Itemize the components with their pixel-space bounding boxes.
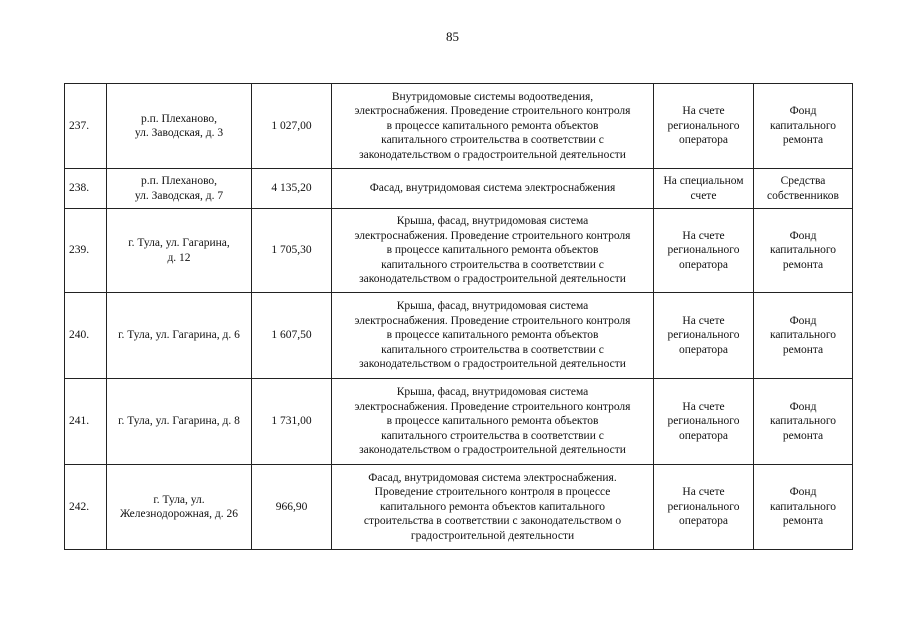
cell-text-line: Средства: [780, 175, 826, 187]
row-number-cell: 242.: [65, 465, 107, 550]
cell-text-line: градостроительной деятельности: [410, 529, 575, 542]
account-cell: [654, 379, 754, 465]
cell-text-line: капитального строительства в соответствии с: [381, 258, 604, 271]
cell-text-line: Фонд: [789, 314, 817, 327]
cell-text-line: в процессе капитального ремонта объектов: [386, 415, 599, 428]
cell-text-line: законодательством о градостроительной деятельности: [359, 273, 626, 286]
cell-text-line: оператора: [678, 515, 729, 528]
cell-text-line: д. 12: [167, 251, 191, 264]
cell-text-line: электроснабжения. Проведение строительного контроля: [354, 400, 631, 413]
works-cell: [332, 169, 654, 209]
cell-text-line: капитального: [769, 244, 837, 257]
address-cell: [107, 465, 252, 550]
cell-text-line: оператора: [678, 134, 729, 147]
cell-text-line: оператора: [678, 258, 729, 271]
amount-cell: 4 135,20: [252, 169, 332, 209]
works-cell: [332, 465, 654, 550]
cell-text-line: оператора: [678, 343, 729, 356]
cell-text-line: Фасад, внутридомовая система электроснабжения.: [368, 471, 617, 484]
cell-text-line: ремонта: [782, 258, 824, 271]
table-body: [65, 84, 853, 550]
amount-cell: 1 705,30: [252, 209, 332, 293]
cell-text-line: капитального: [769, 415, 837, 428]
cell-text-line: электроснабжения. Проведение строительного контроля: [354, 314, 631, 327]
row-number-cell: 241.: [65, 379, 107, 465]
address-cell: [107, 84, 252, 169]
row-number-cell: 239.: [65, 209, 107, 293]
cell-text-line: законодательством о градостроительной деятельности: [359, 148, 626, 161]
amount-cell: 1 731,00: [252, 379, 332, 465]
table-row: [65, 293, 853, 379]
cell-text-line: в процессе капитального ремонта объектов: [386, 119, 599, 132]
works-cell: [332, 209, 654, 293]
cell-text-line: электроснабжения. Проведение строительного контроля: [354, 105, 631, 118]
cell-text-line: счете: [690, 189, 717, 202]
row-number-cell: 237.: [65, 84, 107, 169]
works-cell: [332, 379, 654, 465]
cell-text-line: Фасад, внутридомовая система электроснабжения: [369, 182, 616, 195]
cell-text-line: капитального: [769, 500, 837, 513]
cell-text-line: Проведение строительного контроля в процессе: [374, 486, 611, 499]
cell-text-line: Фонд: [789, 229, 817, 242]
table-row: [65, 379, 853, 465]
cell-text-line: ремонта: [782, 429, 824, 442]
cell-text-line: в процессе капитального ремонта объектов: [386, 244, 599, 257]
cell-text-line: регионального: [667, 119, 740, 132]
address-cell: [107, 209, 252, 293]
cell-text-line: На счете: [682, 105, 725, 118]
table-row: [65, 169, 853, 209]
page-number: 85: [446, 29, 459, 44]
address-cell: [107, 379, 252, 465]
cell-text-line: собственников: [767, 189, 839, 202]
cell-text-line: На специальном: [663, 175, 744, 187]
account-cell: [654, 169, 754, 209]
cell-text-line: регионального: [667, 415, 740, 428]
cell-text-line: капитального ремонта объектов капитального: [379, 500, 605, 513]
cell-text-line: капитального: [769, 119, 837, 132]
fund-source-cell: [754, 169, 853, 209]
cell-text-line: Фонд: [789, 400, 817, 413]
amount-cell: 1 607,50: [252, 293, 332, 379]
cell-text-line: в процессе капитального ремонта объектов: [386, 329, 599, 342]
cell-text-line: г. Тула, ул. Гагарина,: [128, 237, 230, 249]
cell-text-line: р.п. Плеханово,: [140, 175, 218, 187]
cell-text-line: капитального: [769, 329, 837, 342]
account-cell: [654, 293, 754, 379]
fund-source-cell: [754, 465, 853, 550]
repair-registry-table: [64, 83, 853, 550]
cell-text-line: капитального строительства в соответствии с: [381, 429, 604, 442]
cell-text-line: На счете: [682, 486, 725, 499]
account-cell: [654, 84, 754, 169]
cell-text-line: На счете: [682, 400, 725, 413]
cell-text-line: Фонд: [789, 486, 817, 499]
cell-text-line: регионального: [667, 329, 740, 342]
cell-text-line: строительства в соответствии с законодательством о: [363, 515, 622, 528]
amount-cell: 1 027,00: [252, 84, 332, 169]
address-cell: [107, 169, 252, 209]
cell-text-line: оператора: [678, 429, 729, 442]
cell-text-line: ремонта: [782, 343, 824, 356]
cell-text-line: ул. Заводская, д. 3: [134, 127, 224, 139]
cell-text-line: На счете: [682, 229, 725, 242]
cell-text-line: ремонта: [782, 134, 824, 147]
cell-text-line: Внутридомовые системы водоотведения,: [391, 90, 594, 103]
account-cell: [654, 209, 754, 293]
cell-text-line: Крыша, фасад, внутридомовая система: [396, 300, 589, 313]
cell-text-line: регионального: [667, 244, 740, 257]
table-row: [65, 209, 853, 293]
cell-text-line: г. Тула, ул.: [153, 493, 205, 506]
works-cell: [332, 84, 654, 169]
table-row: [65, 84, 853, 169]
cell-text-line: р.п. Плеханово,: [140, 112, 218, 125]
cell-text-line: капитального строительства в соответствии с: [381, 134, 604, 147]
cell-text-line: капитального строительства в соответствии с: [381, 343, 604, 356]
cell-text-line: Фонд: [789, 105, 817, 118]
fund-source-cell: [754, 209, 853, 293]
works-cell: [332, 293, 654, 379]
cell-text-line: электроснабжения. Проведение строительного контроля: [354, 229, 631, 242]
fund-source-cell: [754, 379, 853, 465]
cell-text-line: Железнодорожная, д. 26: [119, 508, 239, 520]
table-row: [65, 465, 853, 550]
cell-text-line: На счете: [682, 314, 725, 327]
cell-text-line: Крыша, фасад, внутридомовая система: [396, 386, 589, 399]
fund-source-cell: [754, 293, 853, 379]
cell-text-line: регионального: [667, 500, 740, 513]
cell-text-line: г. Тула, ул. Гагарина, д. 8: [118, 415, 240, 428]
cell-text-line: ул. Заводская, д. 7: [134, 189, 224, 202]
amount-cell: 966,90: [252, 465, 332, 550]
account-cell: [654, 465, 754, 550]
fund-source-cell: [754, 84, 853, 169]
cell-text-line: ремонта: [782, 515, 824, 528]
row-number-cell: 240.: [65, 293, 107, 379]
cell-text-line: г. Тула, ул. Гагарина, д. 6: [118, 329, 240, 342]
cell-text-line: законодательством о градостроительной деятельности: [359, 358, 626, 371]
cell-text-line: Крыша, фасад, внутридомовая система: [396, 215, 589, 228]
row-number-cell: 238.: [65, 169, 107, 209]
address-cell: [107, 293, 252, 379]
cell-text-line: законодательством о градостроительной деятельности: [359, 444, 626, 457]
